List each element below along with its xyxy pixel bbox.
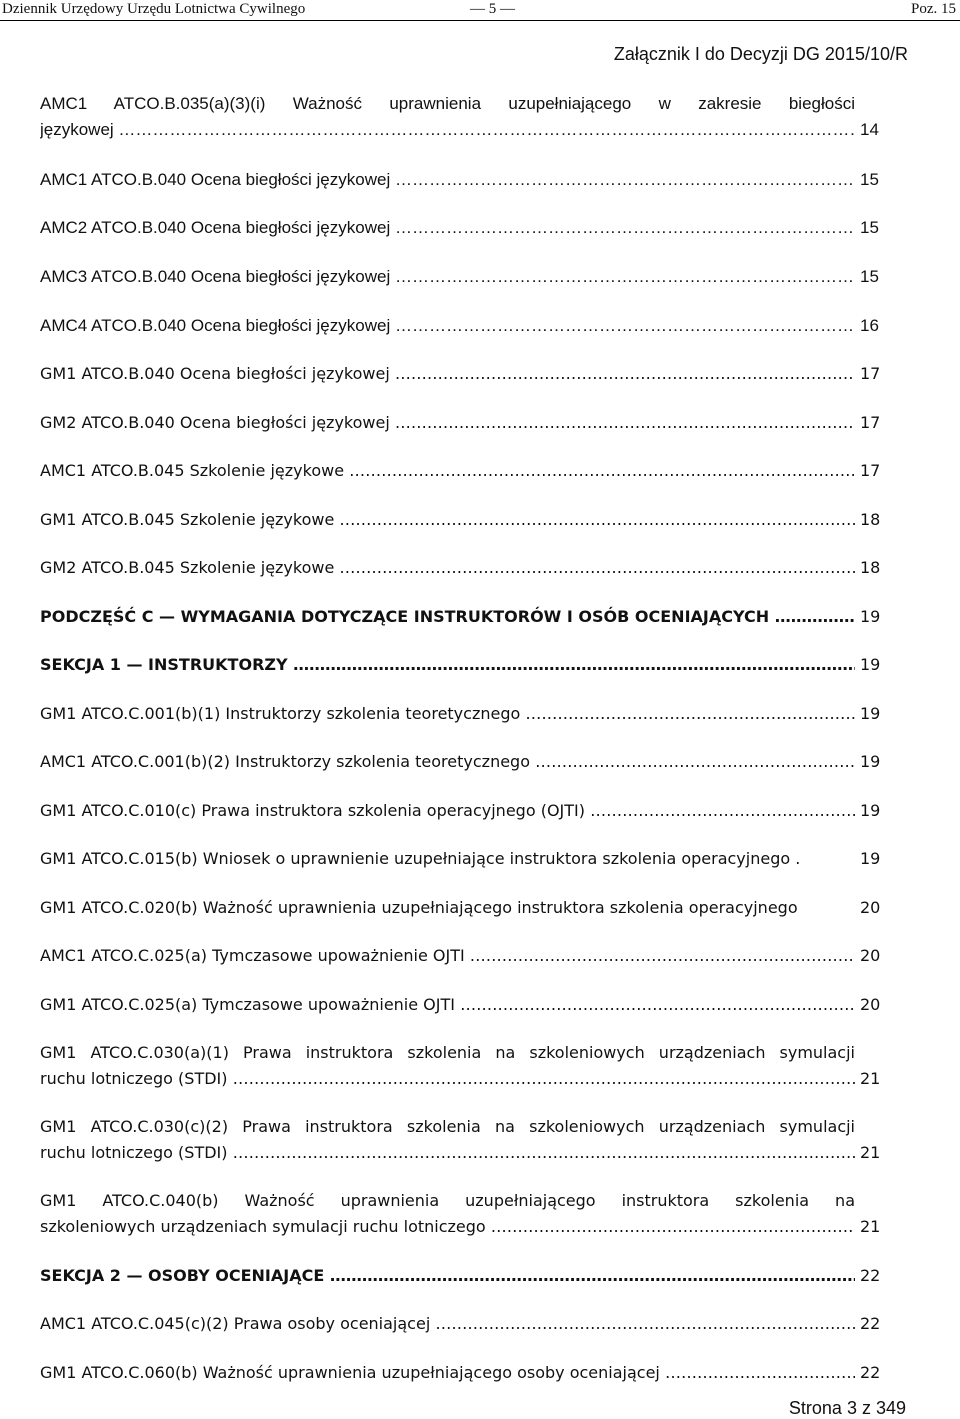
toc-entry-text: GM1 ATCO.C.001(b)(1) Instruktorzy szkolenia teoretycznego …………………………………………………………………………………………………………………………………………………………………………………… [40,701,855,727]
toc-entry-text: GM1 ATCO.C.020(b) Ważność uprawnienia uzupełniającego instruktora szkolenia operacyjnego [40,898,798,917]
toc-entry-text: AMC2 ATCO.B.040 Ocena biegłości językowej …………………………………………………………………………………………………………………………………………………………………………………… [40,215,855,241]
toc-entry-page: 17 [860,461,881,480]
toc-entry-text-line1: AMC1 ATCO.B.035(a)(3)(i) Ważność uprawnienia uzupełniającego w zakresie biegłości [40,94,855,113]
toc-entry-page: 22 [860,1266,881,1285]
toc-entry-page: 15 [860,218,879,237]
toc-entry-page: 18 [860,510,881,529]
toc-entry-text: SEKCJA 1 — INSTRUKTORZY …………………………………………………………………………………………………………………………………………………………………………………… [40,652,855,678]
toc-entry-text: GM1 ATCO.C.010(c) Prawa instruktora szkolenia operacyjnego (OJTI) …………………………………………………………………………………………………………………………………………………………………………………… [40,798,855,824]
toc-entry-page: 15 [860,170,879,189]
toc-entry-page: 16 [860,316,879,335]
toc-entry-page: 15 [860,267,879,286]
toc-entry-text: szkoleniowych urządzeniach symulacji ruchu lotniczego …………………………………………………………………………………………………………………………………………………………………………………… [40,1214,855,1240]
toc-entry-text: PODCZĘŚĆ C — WYMAGANIA DOTYCZĄCE INSTRUKTORÓW I OSÓB OCENIAJĄCYCH …………………………………………………………………………………………………………………………………………………………………………………… [40,604,855,630]
toc-entry-text: GM1 ATCO.B.040 Ocena biegłości językowej …………………………………………………………………………………………………………………………………………………………………………………… [40,361,855,387]
journal-position: Poz. 15 [911,1,956,17]
toc-entry-text: ruchu lotniczego (STDI) …………………………………………………………………………………………………………………………………………………………………………………… [40,1140,855,1166]
toc-entry-text: GM1 ATCO.C.060(b) Ważność uprawnienia uzupełniającego osoby oceniającej …………………………………………………………………………………………………………………………………………………………………………………… [40,1360,855,1386]
toc-entry-page: 20 [860,898,881,917]
toc-entry-text: GM1 ATCO.B.045 Szkolenie językowe …………………………………………………………………………………………………………………………………………………………………………………… [40,507,855,533]
annex-title: Załącznik I do Decyzji DG 2015/10/R [613,44,908,64]
toc-entry-text: SEKCJA 2 — OSOBY OCENIAJĄCE …………………………………………………………………………………………………………………………………………………………………………………… [40,1263,855,1289]
toc-entry-page: 21 [860,1217,881,1236]
page-footer: Strona 3 z 349 [788,1398,906,1418]
toc-entry-text: AMC4 ATCO.B.040 Ocena biegłości językowej …………………………………………………………………………………………………………………………………………………………………………………… [40,313,855,339]
toc-entry-text: AMC1 ATCO.C.045(c)(2) Prawa osoby oceniającej …………………………………………………………………………………………………………………………………………………………………………………… [40,1311,855,1337]
toc-entry-text-line1: GM1 ATCO.C.030(c)(2) Prawa instruktora szkolenia na szkoleniowych urządzeniach symulacji [40,1117,855,1136]
toc-entry-page: 22 [860,1314,881,1333]
toc-entry-page: 20 [860,946,881,965]
toc-entry-text-line1: GM1 ATCO.C.030(a)(1) Prawa instruktora szkolenia na szkoleniowych urządzeniach symulacji [40,1043,855,1062]
toc-entry-text: AMC1 ATCO.C.001(b)(2) Instruktorzy szkolenia teoretycznego …………………………………………………………………………………………………………………………………………………………………………………… [40,749,855,775]
journal-page-number: — 5 — [470,1,515,17]
toc-entry-page: 19 [860,752,881,771]
journal-title: Dziennik Urzędowy Urzędu Lotnictwa Cywilnego [2,1,306,17]
toc-entry-text: GM2 ATCO.B.045 Szkolenie językowe …………………………………………………………………………………………………………………………………………………………………………………… [40,555,855,581]
toc-entry-page: 19 [860,801,881,820]
toc-entry-page: 20 [860,995,881,1014]
toc-entry-text: GM1 ATCO.C.015(b) Wniosek o uprawnienie uzupełniające instruktora szkolenia operacyjnego . [40,849,801,868]
toc-entry-text: GM1 ATCO.C.025(a) Tymczasowe upoważnienie OJTI …………………………………………………………………………………………………………………………………………………………………………………… [40,992,855,1018]
toc-entry-text: językowej …………………………………………………………………………………………………………………………………………………………………………………… [40,117,855,143]
toc-entry-page: 19 [860,607,881,626]
toc-entry-page: 17 [860,413,881,432]
toc-entry-text: ruchu lotniczego (STDI) …………………………………………………………………………………………………………………………………………………………………………………… [40,1066,855,1092]
toc-entry-text: AMC1 ATCO.B.040 Ocena biegłości językowej …………………………………………………………………………………………………………………………………………………………………………………… [40,167,855,193]
toc-entry-page: 18 [860,558,881,577]
toc-entry-page: 19 [860,704,881,723]
journal-header [0,0,960,21]
toc-entry-text: AMC3 ATCO.B.040 Ocena biegłości językowej …………………………………………………………………………………………………………………………………………………………………………………… [40,264,855,290]
toc-entry-page: 19 [860,655,881,674]
toc-entry-text: AMC1 ATCO.C.025(a) Tymczasowe upoważnienie OJTI …………………………………………………………………………………………………………………………………………………………………………………… [40,943,855,969]
toc-entry-page: 19 [860,849,881,868]
toc-entry-page: 21 [860,1069,881,1088]
toc-entry-page: 14 [860,120,879,139]
toc-entry-text: GM2 ATCO.B.040 Ocena biegłości językowej …………………………………………………………………………………………………………………………………………………………………………………… [40,410,855,436]
toc-entry-page: 21 [860,1143,881,1162]
toc-entry-page: 22 [860,1363,881,1382]
toc-entry-text: AMC1 ATCO.B.045 Szkolenie językowe …………………………………………………………………………………………………………………………………………………………………………………… [40,458,855,484]
toc-entry-page: 17 [860,364,881,383]
toc-entry-text-line1: GM1 ATCO.C.040(b) Ważność uprawnienia uzupełniającego instruktora szkolenia na [40,1191,855,1210]
